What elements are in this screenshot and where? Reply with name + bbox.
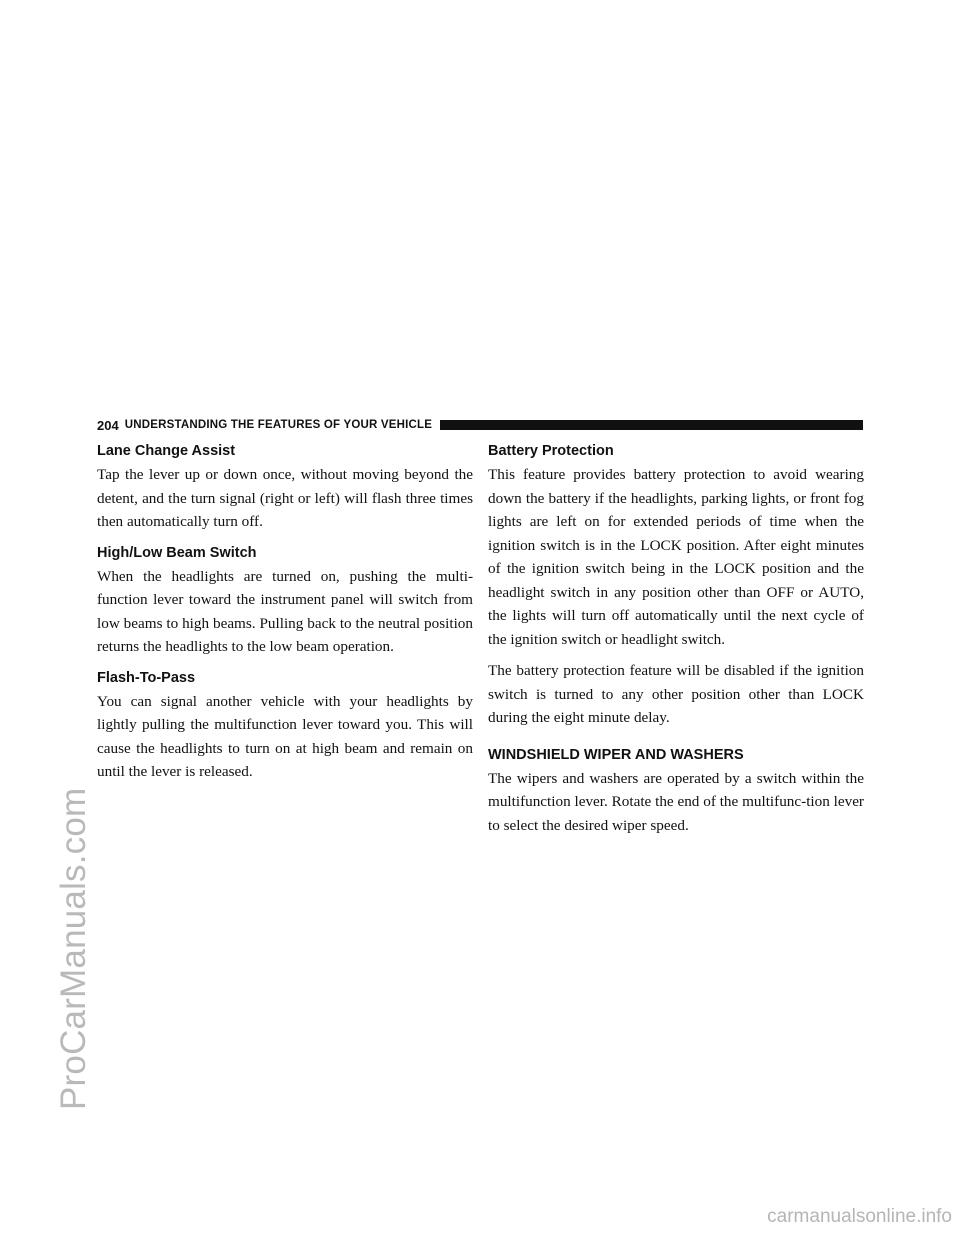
section-body-windshield-wipers: The wipers and washers are operated by a switch within the multifunction lever. Rotate the end of the multifunc-tion lever to select the desired wiper speed. [488,769,864,834]
section-body-flash-to-pass: You can signal another vehicle with your headlights by lightly pulling the multifunction lever toward you. This will cause the headlights to turn on at high beam and remain on until the lever is released. [97,692,473,780]
right-column [488,438,864,845]
page-header [97,417,863,433]
section-heading-lane-change-assist: Lane Change Assist [97,443,236,459]
battery-paragraph-1: This feature provides battery protection to avoid wearing down the battery if the headlights, parking lights, or front fog lights are left on for extended periods of time when the ignition switch is in the LOCK position. After eight minutes of the ignition switch being in the LOCK position and the headlight switch in any position other than OFF or AUTO, the lights will turn off automatically until the next cycle of the ignition switch or headlight switch. [488,466,864,648]
page-number: 204 [97,417,119,433]
section-body-high-low-beam: When the headlights are turned on, pushing the multi-function lever toward the instrument panel will switch from low beams to high beams. Pulling back to the neutral position returns the headlights to the low beam operation. [97,567,473,655]
section-heading-windshield-wipers: WINDSHIELD WIPER AND WASHERS [488,746,744,763]
section-heading-high-low-beam: High/Low Beam Switch [97,544,257,561]
section-heading-battery-protection: Battery Protection [488,443,614,459]
left-column [97,438,473,784]
section-body-lane-change-assist: Tap the lever up or down once, without moving beyond the detent, and the turn signal (right or left) will flash three times then automatically turn off. [97,466,473,530]
battery-paragraph-2: The battery protection feature will be disabled if the ignition switch is turned to any other position other than LOCK during the eight minute delay. [488,662,864,726]
header-rule [440,420,863,430]
running-title: UNDERSTANDING THE FEATURES OF YOUR VEHICLE [124,419,433,431]
footer-watermark: carmanualsonline.info [767,1206,952,1227]
section-heading-flash-to-pass: Flash-To-Pass [97,669,196,686]
side-watermark: ProCarManuals.com [54,787,93,1110]
